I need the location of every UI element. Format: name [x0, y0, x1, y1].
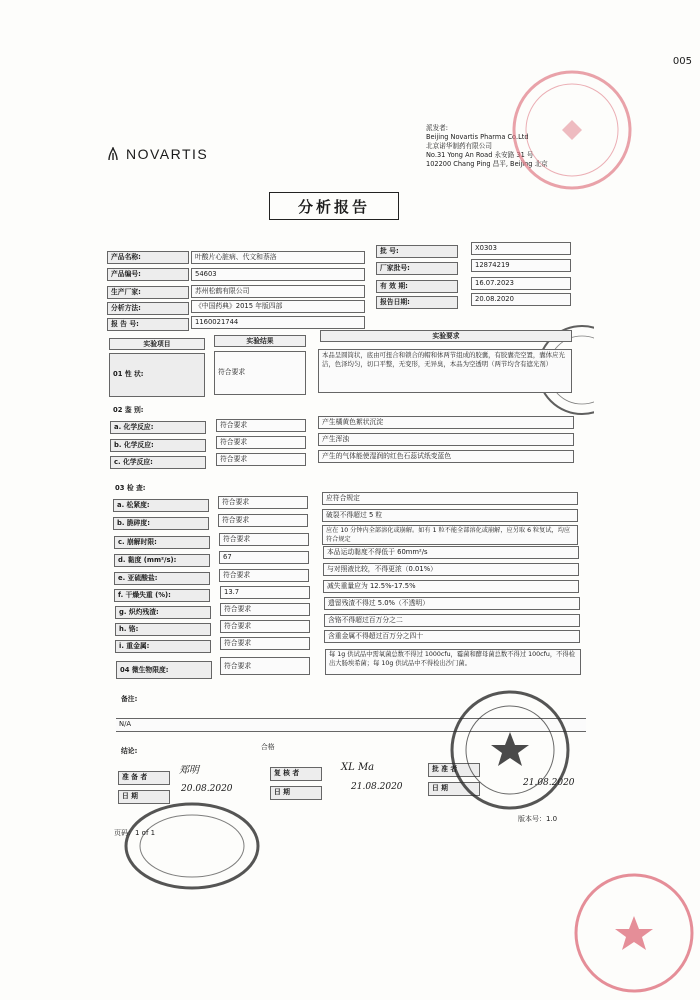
method-value: 《中国药典》2015 年版四部 [191, 300, 365, 313]
appearance-result: 符合要求 [214, 351, 306, 395]
micro-result: 符合要求 [220, 657, 310, 675]
product-code-label: 产品编号: [107, 268, 189, 281]
test-row-i-label: i. 重金属: [115, 640, 211, 653]
top-right-stamp [510, 68, 634, 192]
remarks-label: 备注: [121, 695, 138, 703]
prepared-label: 准 备 者 [118, 771, 170, 785]
conclusion-value: 合格 [261, 743, 275, 751]
test-row-i-requirement: 含重金属不得超过百万分之四十 [324, 630, 580, 643]
address-line: 派发者: [426, 124, 449, 132]
test-row-c-requirement: 应在 10 分钟内全部溶化或崩解。如有 1 粒不能全部溶化或崩解，应另取 6 粒复试，均应符合规定 [322, 525, 578, 545]
remarks-value: N/A [116, 718, 586, 732]
ident-row-c-label: c. 化学反应: [110, 456, 206, 469]
test-row-h-result: 符合要求 [220, 620, 310, 633]
micro-label: 04 微生物限度: [116, 661, 212, 679]
test-row-e-result: 符合要求 [219, 569, 309, 582]
report-no-value: 1160021744 [191, 316, 365, 329]
ident-row-a-requirement: 产生橘黄色絮状沉淀 [318, 416, 574, 429]
test-row-e-requirement: 与对照液比较，不得更浓（0.01%） [323, 563, 579, 576]
test-row-i-result: 符合要求 [220, 637, 310, 650]
test-row-e-label: e. 亚硫酸盐: [114, 572, 210, 585]
reviewed-date: 21.08.2020 [351, 782, 403, 792]
manufacturer-label: 生产厂家: [107, 286, 189, 299]
version-number: 版本号：1.0 [518, 815, 558, 823]
novartis-flame-icon [106, 147, 120, 161]
approved-date-label: 日 期 [428, 782, 480, 796]
report-date-value: 20.08.2020 [471, 293, 571, 306]
test-row-d-requirement: 本品运动黏度不得低于 60mm²/s [323, 546, 579, 559]
method-label: 分析方法: [107, 302, 189, 315]
approved-label: 批 准 者 [428, 763, 480, 777]
address-line: Beijing Novartis Pharma Co.Ltd [426, 133, 529, 141]
test-row-f-label: f. 干燥失重 (%): [114, 589, 210, 602]
product-code-value: 54603 [191, 268, 365, 281]
product-name-label: 产品名称: [107, 251, 189, 264]
tests-label: 03 检 查: [115, 484, 146, 492]
manufacturer-value: 苏州松鹤有限公司 [191, 285, 365, 298]
ident-row-b-result: 符合要求 [216, 436, 306, 449]
test-row-b-result: 符合要求 [218, 514, 308, 527]
report-title: 分析报告 [269, 192, 399, 220]
beijing-round-stamp [448, 688, 572, 812]
prepared-date-label: 日 期 [118, 790, 170, 804]
ident-row-b-requirement: 产生浑浊 [318, 433, 574, 446]
test-row-a-label: a. 松紧度: [113, 499, 209, 512]
reviewed-signature: XL Ma [341, 762, 375, 773]
test-row-c-result: 符合要求 [219, 533, 309, 546]
header-requirement: 实验要求 [320, 330, 572, 342]
appearance-requirement: 本品呈圆筒状，底由可扭合和锁合的帽和体两节组成的胶囊，有胶囊壳空置，囊体应光洁，色泽均匀，切口平整，无变形，无异臭，本品为空透明（两节均含有遮光剂） [318, 349, 572, 393]
test-row-b-requirement: 破裂不得超过 5 粒 [322, 509, 578, 522]
mfr-batch-label: 厂家批号: [376, 262, 458, 275]
batch-label: 批 号: [376, 245, 458, 258]
test-row-f-result: 13.7 [220, 586, 310, 599]
test-row-d-label: d. 黏度 (mm²/s): [114, 554, 210, 567]
prepared-date: 20.08.2020 [181, 784, 233, 794]
suzhou-red-stamp [572, 872, 696, 994]
mfr-batch-value: 12874219 [471, 259, 571, 272]
header-item: 实验项目 [109, 338, 205, 350]
ident-row-b-label: b. 化学反应: [110, 439, 206, 452]
expiry-value: 16.07.2023 [471, 277, 571, 290]
logo-text: NOVARTIS [126, 146, 209, 162]
appearance-label: 01 性 状: [109, 353, 205, 397]
test-row-c-label: c. 崩解时限: [114, 536, 210, 549]
test-row-h-requirement: 含铬不得超过百万分之二 [324, 614, 580, 627]
address-line: 北京诺华制药有限公司 [426, 142, 492, 150]
address-line: 102200 Chang Ping 昌平, Beijing 北京 [426, 160, 548, 168]
prepared-signature: 郑明 [179, 765, 199, 776]
conclusion-label: 结论: [121, 747, 138, 755]
reviewed-label: 复 核 者 [270, 767, 322, 781]
ident-row-a-label: a. 化学反应: [110, 421, 206, 434]
test-row-f-requirement: 减失重量应为 12.5%-17.5% [323, 580, 579, 593]
ident-row-a-result: 符合要求 [216, 419, 306, 432]
report-no-label: 报 告 号: [107, 318, 189, 331]
test-row-d-result: 67 [219, 551, 309, 564]
ident-row-c-requirement: 产生的气体能使湿润的红色石蕊试纸变蓝色 [318, 450, 574, 463]
address-line: No.31 Yong An Road 永安路 31 号 [426, 151, 534, 159]
header-result: 实验结果 [214, 335, 306, 347]
identification-label: 02 鉴 别: [113, 406, 144, 414]
expiry-label: 有 效 期: [376, 280, 458, 293]
product-name-value: 叶酸片心脏病、代文和萘洛 [191, 251, 365, 264]
test-row-h-label: h. 铬: [115, 623, 211, 636]
approved-date: 21.08.2020 [523, 778, 575, 788]
test-row-b-label: b. 脆碎度: [113, 517, 209, 530]
test-row-a-result: 符合要求 [218, 496, 308, 509]
batch-value: X0303 [471, 242, 571, 255]
novartis-logo [106, 146, 208, 162]
test-row-a-requirement: 应符合规定 [322, 492, 578, 505]
reviewed-date-label: 日 期 [270, 786, 322, 800]
report-date-label: 报告日期: [376, 296, 458, 309]
test-row-g-label: g. 炽灼残渣: [115, 606, 211, 619]
page-number: 页码：1 of 1 [114, 829, 156, 837]
micro-requirement: 每 1g 供试品中需氧菌总数不得过 1000cfu，霉菌和酵母菌总数不得过 100cfu，不得检出大肠埃希菌；每 10g 供试品中不得检出沙门菌。 [325, 649, 581, 675]
test-row-g-requirement: 遗留残渣不得过 5.0%（不透明） [324, 597, 580, 610]
ident-row-c-result: 符合要求 [216, 453, 306, 466]
qc-oval-stamp [122, 800, 262, 892]
page-corner-number: 005 [672, 56, 692, 67]
test-row-g-result: 符合要求 [220, 603, 310, 616]
